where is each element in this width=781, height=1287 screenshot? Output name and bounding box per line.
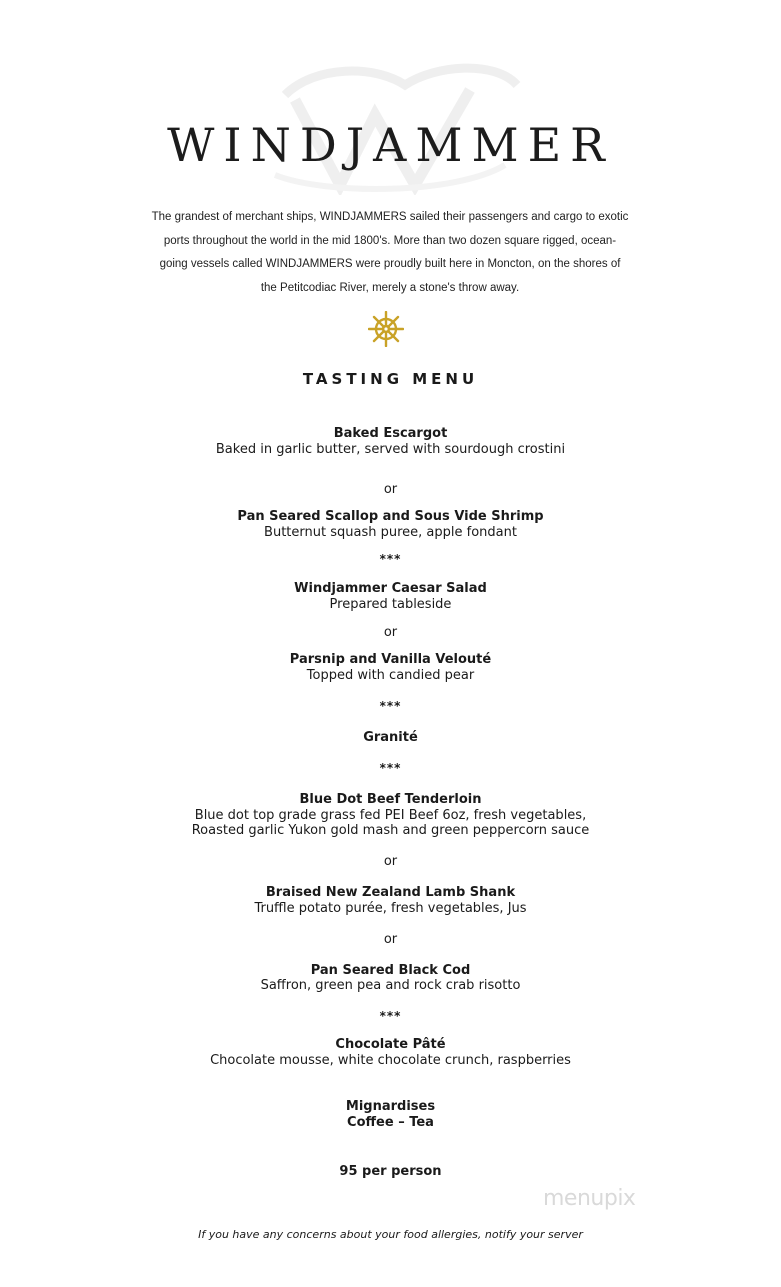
price: 95 per person (339, 1164, 442, 1179)
or-separator: or (383, 482, 398, 497)
dish-description: Baked in garlic butter, served with sourdough crostini (215, 442, 566, 457)
tasting-menu-heading: TASTING MENU (302, 370, 479, 388)
brand-title: WINDJAMMER (167, 118, 614, 172)
or-separator: or (383, 625, 398, 640)
course-separator: *** (379, 761, 402, 775)
dish-name: Blue Dot Beef Tenderloin (299, 792, 482, 807)
course-separator: *** (379, 552, 402, 566)
dish-description: Blue dot top grade grass fed PEI Beef 6oz, fresh vegetables, (194, 808, 587, 823)
dish-description: Roasted garlic Yukon gold mash and green peppercorn sauce (191, 823, 590, 838)
intro-line: The grandest of merchant ships, WINDJAMMERS sailed their passengers and cargo to exotic (151, 211, 629, 223)
allergy-note: If you have any concerns about your food allergies, notify your server (198, 1228, 583, 1241)
intro-paragraph (130, 206, 650, 300)
course-separator: *** (379, 699, 402, 713)
dish-name: Pan Seared Scallop and Sous Vide Shrimp (237, 509, 544, 524)
dish-description: Prepared tableside (329, 597, 452, 612)
menupix-watermark: menupix (543, 1186, 636, 1211)
dish-description: Topped with candied pear (306, 668, 475, 683)
ship-wheel-icon (368, 311, 404, 347)
dish-name: Chocolate Pâté (335, 1037, 446, 1052)
course-separator: *** (379, 1009, 402, 1023)
dish-description: Saffron, green pea and rock crab risotto (260, 978, 521, 993)
dish-name: Windjammer Caesar Salad (294, 581, 487, 596)
intro-line: going vessels called WINDJAMMERS were proudly built here in Moncton, on the shores of (159, 258, 621, 270)
dish-description: Butternut squash puree, apple fondant (264, 525, 517, 540)
dish-description: Truffle potato purée, fresh vegetables, Jus (254, 901, 527, 916)
dish-name: Baked Escargot (333, 426, 448, 441)
dish-name: Braised New Zealand Lamb Shank (265, 885, 516, 900)
intro-line: the Petitcodiac River, merely a stone's throw away. (260, 281, 520, 294)
mignardises-label: Mignardises (345, 1099, 436, 1114)
or-separator: or (383, 932, 398, 947)
dish-name: Parsnip and Vanilla Velouté (289, 652, 492, 667)
dish-name: Granité (363, 730, 418, 745)
dish-description: Chocolate mousse, white chocolate crunch, raspberries (210, 1053, 571, 1068)
dish-name: Pan Seared Black Cod (310, 963, 471, 978)
coffee-tea-label: Coffee – Tea (347, 1115, 434, 1130)
intro-line: ports throughout the world in the mid 1800's. More than two dozen square rigged, ocean- (163, 234, 617, 247)
or-separator: or (383, 854, 398, 869)
